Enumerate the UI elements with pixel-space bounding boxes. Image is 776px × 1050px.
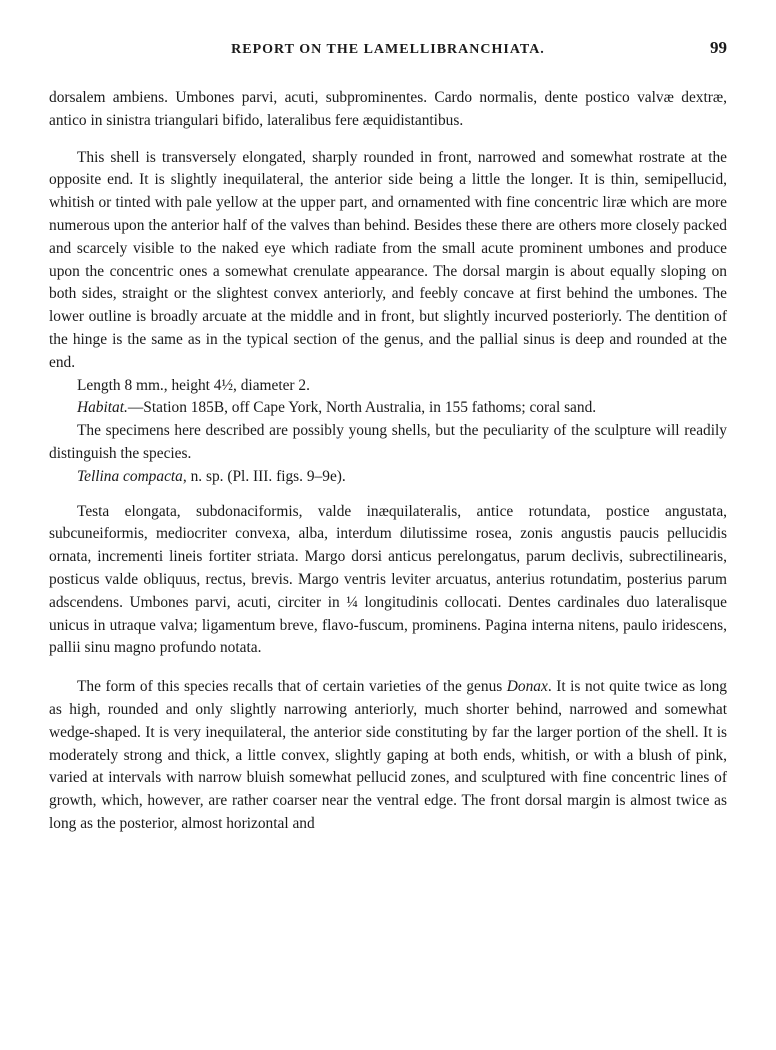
form-text-start: The form of this species recalls that of certain varieties of the genus [77, 678, 507, 696]
running-head [49, 38, 727, 64]
habitat-paragraph [49, 397, 727, 420]
species-heading [49, 466, 727, 489]
remarks-paragraph: The specimens here described are possibly young shells, but the peculiarity of the sculpture will readily distinguish the species. [49, 422, 727, 462]
genus-name: Donax [506, 678, 548, 696]
page-number: 99 [710, 38, 727, 57]
form-description [49, 676, 727, 836]
habitat-text: —Station 185B, off Cape York, North Australia, in 155 fathoms; coral sand. [127, 399, 597, 417]
running-title: REPORT ON THE LAMELLIBRANCHIATA. [231, 42, 545, 57]
english-description: This shell is transversely elongated, sharply rounded in front, narrowed and somewhat rostrate at the opposite end. It is slightly inequilateral, the anterior side being a little the longer. It is thin, semipellucid, whitish or tinted with pale yellow at the upper part, and ornamented with fine concentric liræ which are more numerous upon the anterior half of the valves than behind. Besides these there are others more closely packed and scarcely visible to the naked eye which radiate from the small acute prominent umbones and produce upon the concentric ones a somewhat crenulate appearance. The dorsal margin is about equally sloping on both sides, straight or the slightest convex anteriorly, and feebly concave at first behind the umbones. The lower outline is broadly arcuate at the middle and in front, but slightly incurved posteriorly. The dentition of the hinge is the same as in the typical section of the genus, and the pallial sinus is deep and rounded at the end. [49, 148, 727, 371]
species-plate-ref: , n. sp. (Pl. III. figs. 9–9e). [182, 467, 346, 485]
form-text-rest: . It is not quite twice as long as high, rounded and only slightly narrowing anteriorly, much shorter behind, narrowed and somewhat wedge-shaped. It is very inequilateral, the anterior side constituting by far the larger portion of the shell. It is moderately strong and thick, a little convex, slightly gaping at both ends, whitish, or with a blush of pink, varied at intervals with narrow bluish somewhat pellucid zones, and sculptured with fine concentric lines of growth, which, however, are rather coarser near the ventral edge. The front dorsal margin is almost twice as long as the posterior, almost horizontal and [49, 678, 728, 832]
measurements: Length 8 mm., height 4½, diameter 2. [77, 376, 310, 394]
latin-description: Testa elongata, subdonaciformis, valde inæquilateralis, antice rotundata, postice angustata, subcuneiformis, mediocriter convexa, alba, interdum dilutissime rosea, zonis angustis paucis pellucidis ornata, incrementi lineis fortiter striata. Margo dorsi anticus perelongatus, parum declivis, subrectilinearis, posticus valde obliquus, rectus, brevis. Margo ventris leviter arcuatus, anterius rotundatim, posterius parum adscendens. Umbones parvi, acuti, circiter in ¼ longitudinis collocati. Dentes cardinales duo lateralisque unicus in utraque valva; ligamentum breve, flavo-fuscum, prominens. Pagina interna nitens, paulo iridescens, pallii sinu magno profundo notata. [49, 502, 727, 657]
page [49, 38, 727, 836]
habitat-label: Habitat. [77, 399, 128, 417]
latin-description-continued: dorsalem ambiens. Umbones parvi, acuti, subprominentes. Cardo normalis, dente postico valvæ dextræ, antico in sinistra triangulari bifido, lateralibus fere æquidistantibus. [49, 89, 727, 129]
species-name: Tellina compacta [77, 467, 183, 485]
